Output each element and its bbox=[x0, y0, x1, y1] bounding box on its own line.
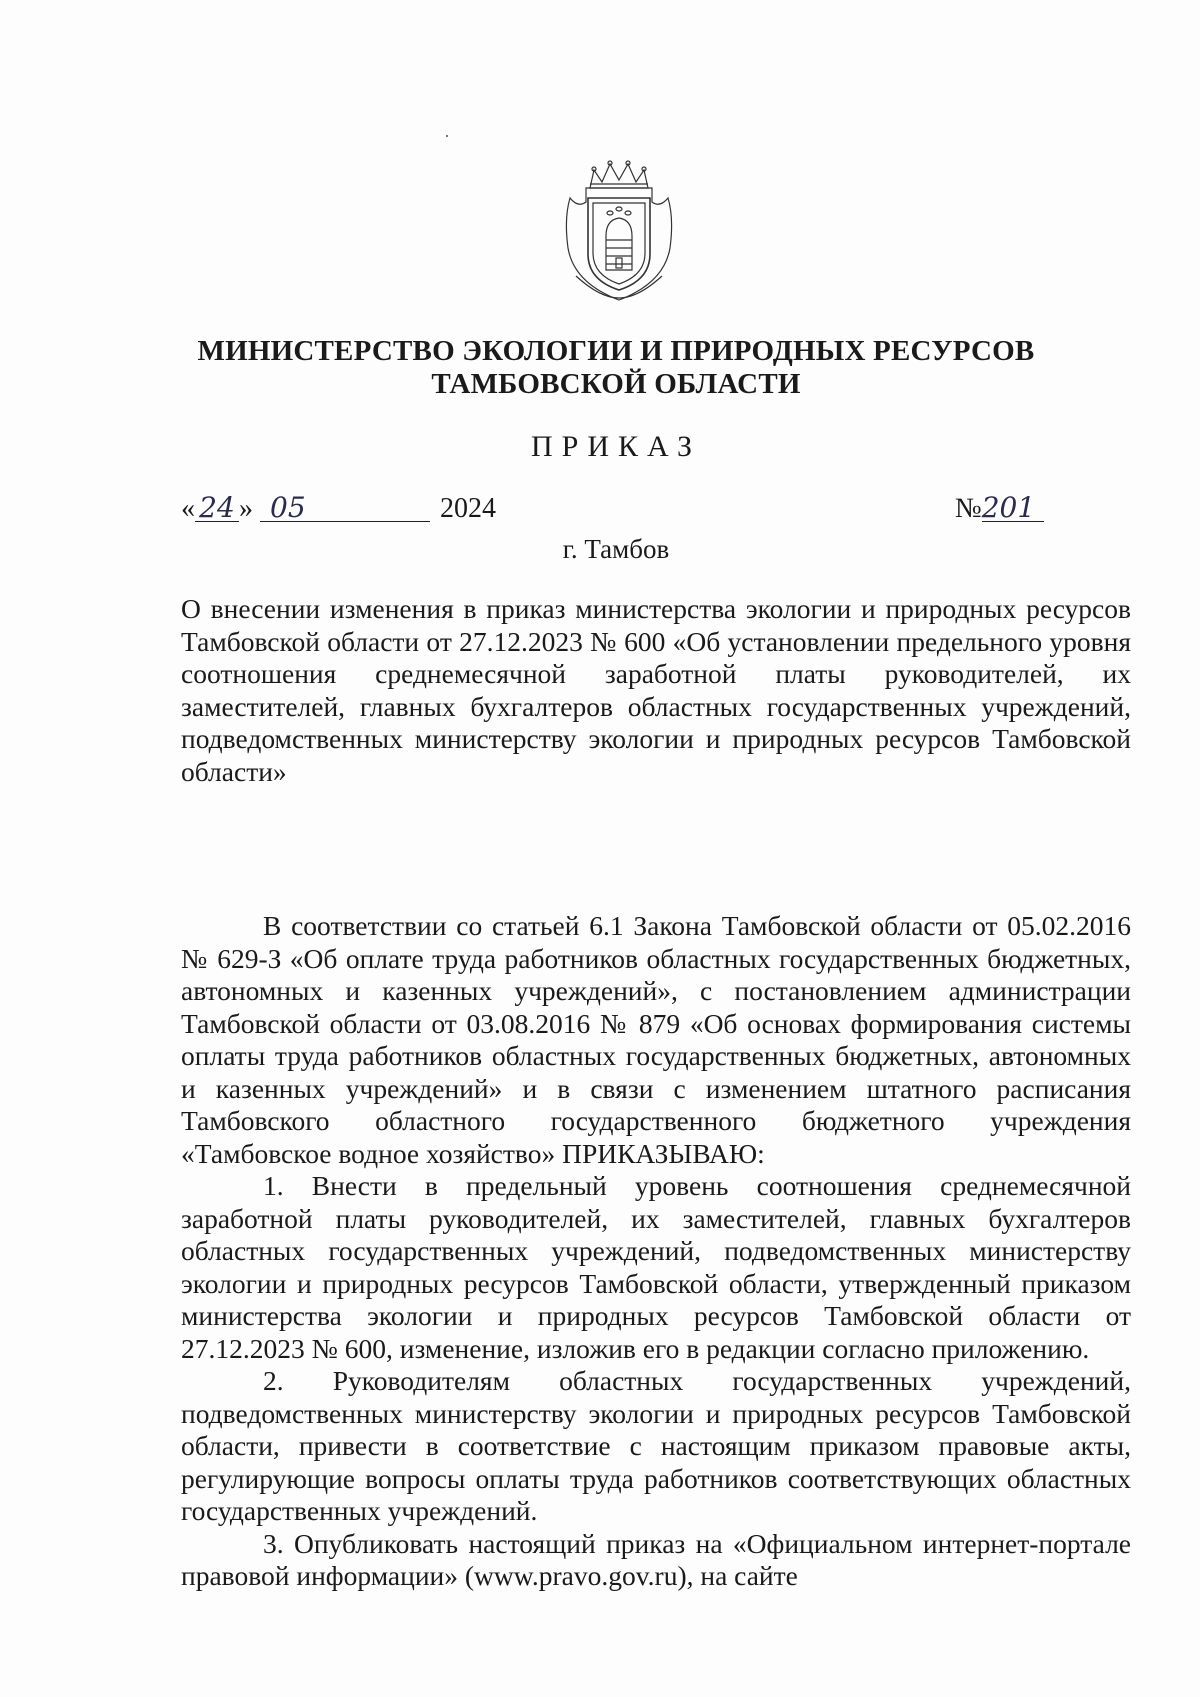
date-open-quote: « bbox=[181, 493, 195, 524]
order-item-3: 3. Опубликовать настоящий приказ на «Официальном интернет-портале правовой информации» (www.pravo.gov.ru), на сайте bbox=[181, 1527, 1131, 1591]
scan-speck bbox=[446, 135, 448, 137]
city-line: г. Тамбов bbox=[562, 534, 670, 564]
order-date bbox=[181, 493, 496, 525]
order-number bbox=[955, 493, 1044, 525]
ministry-name-line-1: МИНИСТЕРСТВО ЭКОЛОГИИ И ПРИРОДНЫХ РЕСУРСОВ bbox=[197, 335, 1035, 367]
order-item-1: 1. Внести в предельный уровень соотношения среднемесячной заработной платы руководителей, их заместителей, главных бухгалтеров областных государственных учреждений, подведомственных министерству экологии и природных ресурсов Тамбовской области, утвержденный приказом министерства экологии и природных ресурсов Тамбовской области от 27.12.2023 № 600, изменение, изложив его в редакции согласно приложению. bbox=[181, 1170, 1131, 1364]
date-year: 2024 bbox=[440, 493, 496, 524]
document-type-title: ПРИКАЗ bbox=[531, 430, 701, 463]
number-value: 201 bbox=[982, 495, 1044, 522]
order-item-2: 2. Руководителям областных государственных учреждений, подведомственных министерству экологии и природных ресурсов Тамбовской области, привести в соответствие с настоящим приказом правовые акты, регулирующие вопросы оплаты труда работников соответствующих областных государственных учреждений. bbox=[181, 1365, 1131, 1526]
date-month: 05 bbox=[260, 495, 430, 522]
ministry-name-line-2: ТАМБОВСКОЙ ОБЛАСТИ bbox=[431, 368, 801, 400]
date-day: 24 bbox=[195, 495, 239, 522]
order-body bbox=[181, 910, 1131, 1593]
number-sign: № bbox=[955, 493, 982, 524]
date-close-quote: » bbox=[239, 493, 253, 524]
preamble-paragraph: В соответствии со статьей 6.1 Закона Тамбовской области от 05.02.2016 № 629-З «Об оплате труда работников областных государственных бюджетных, автономных и казенных учреждений», с постановлением администрации Тамбовской области от 03.08.2016 № 879 «Об основах формирования системы оплаты труда работников областных государственных бюджетных, автономных и казенных учреждений» и в связи с изменением штатного расписания Тамбовского областного государственного бюджетного учреждения «Тамбовское водное хозяйство» ПРИКАЗЫВАЮ: bbox=[181, 910, 1131, 1169]
order-subject: О внесении изменения в приказ министерства экологии и природных ресурсов Тамбовской области от 27.12.2023 № 600 «Об установлении предельного уровня соотношения среднемесячной заработной платы руководителей, их заместителей, главных бухгалтеров областных государственных учреждений, подведомственных министерству экологии и природных ресурсов Тамбовской области» bbox=[181, 593, 1131, 787]
tambov-coat-of-arms-icon bbox=[560, 158, 678, 304]
